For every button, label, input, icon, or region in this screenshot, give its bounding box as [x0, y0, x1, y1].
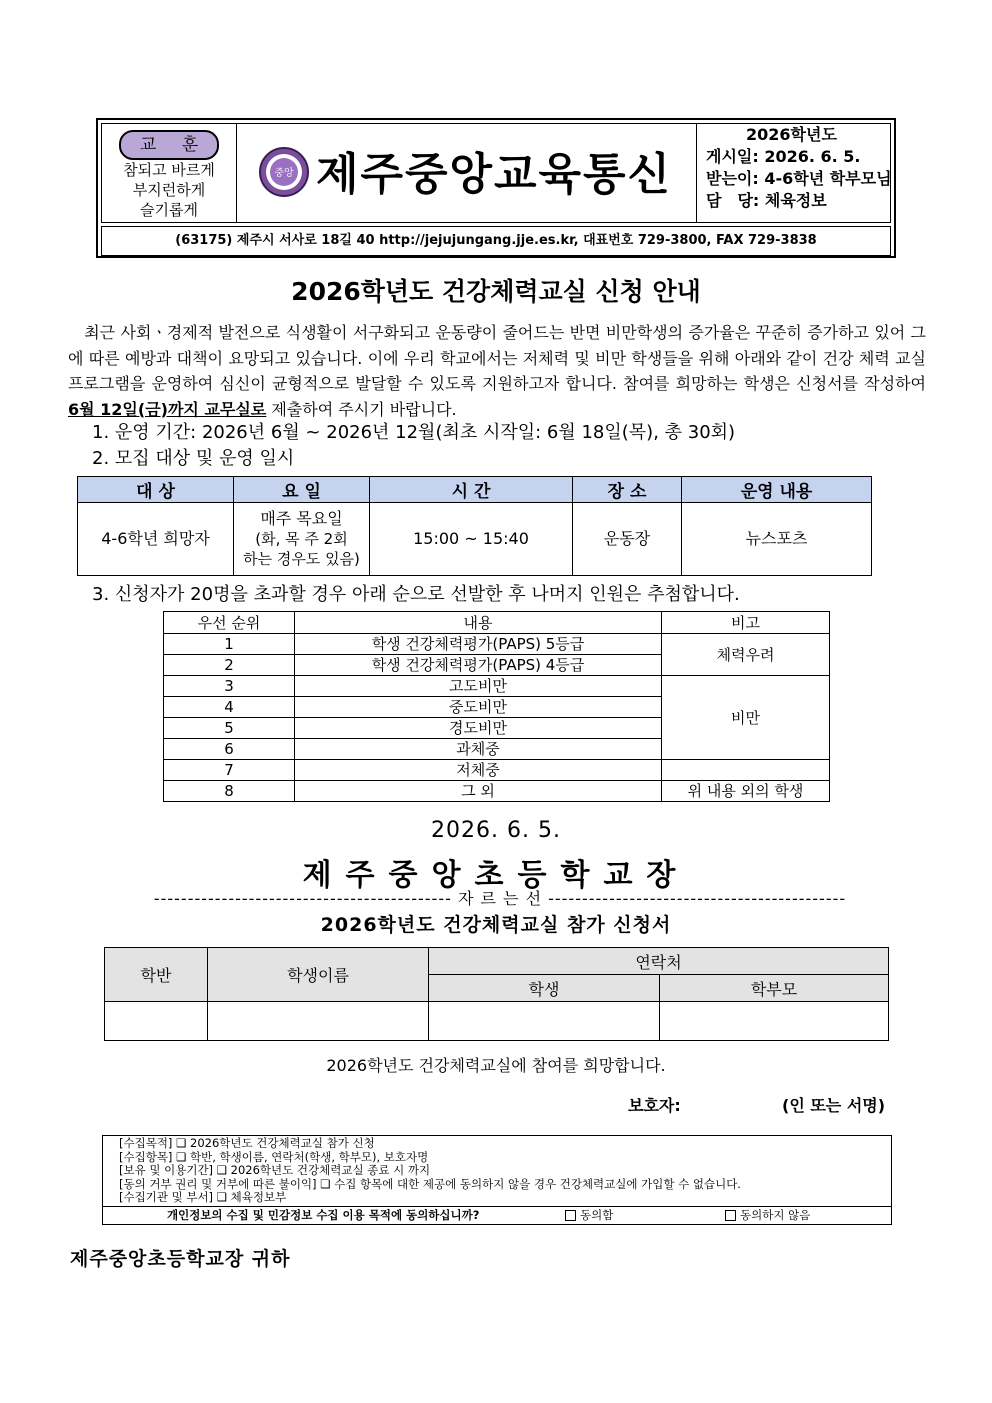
principal-signature: 제주중앙초등학교장	[302, 858, 690, 893]
post-meta	[696, 124, 890, 222]
school-logo-icon	[258, 146, 310, 198]
table-row	[164, 760, 830, 781]
th-time: 시 간	[370, 477, 573, 503]
agree-option[interactable]	[565, 1207, 613, 1224]
newsletter-title: 제주중앙교육통신	[316, 149, 673, 200]
desc-cell: 학생 건강체력평가(PAPS) 5등급	[295, 634, 662, 655]
school-year: 2026학년도	[746, 125, 837, 144]
disagree-label: 동의하지 않음	[740, 1208, 811, 1222]
th-student-name: 학생이름	[208, 948, 429, 1002]
privacy-question-row	[103, 1206, 891, 1224]
priority-table	[163, 611, 830, 802]
agree-checkbox[interactable]	[565, 1210, 576, 1221]
sign-label: (인 또는 서명)	[782, 1096, 886, 1115]
disagree-checkbox[interactable]	[725, 1210, 736, 1221]
privacy-line-period: [보유 및 이용기간] ❑ 2026학년도 건강체력교실 종료 시 까지	[119, 1163, 431, 1177]
item-selection-rule: 3. 신청자가 20명을 초과할 경우 아래 순으로 선발한 후 나머지 인원은 추첨합니다.	[92, 584, 740, 605]
deadline-underline: 6월 12일(금)까지 교무실로	[68, 399, 267, 419]
day-line-1: 매주 목요일	[260, 509, 343, 528]
th-content: 운영 내용	[682, 477, 872, 503]
rank-cell: 7	[164, 760, 295, 781]
th-contact: 연락처	[429, 948, 889, 975]
th-desc: 내용	[295, 612, 662, 634]
cell-content: 뉴스포츠	[682, 503, 872, 576]
item-recruit-target: 2. 모집 대상 및 운영 일시	[92, 448, 295, 469]
note-fitness: 체력우려	[662, 634, 830, 676]
rank-cell: 8	[164, 781, 295, 802]
disagree-option[interactable]	[725, 1207, 810, 1224]
cell-time: 15:00 ~ 15:40	[370, 503, 573, 576]
th-target: 대 상	[78, 477, 234, 503]
rank-cell: 2	[164, 655, 295, 676]
th-contact-student: 학생	[429, 975, 660, 1002]
form-title: 2026학년도 건강체력교실 참가 신청서	[320, 914, 672, 936]
application-form-table	[104, 947, 889, 1041]
table-row	[164, 676, 830, 697]
privacy-line-purpose: [수집목적] ❑ 2026학년도 건강체력교실 참가 신청	[119, 1136, 375, 1150]
schedule-table	[77, 476, 872, 576]
post-date: 게시일: 2026. 6. 5.	[706, 147, 861, 166]
rank-cell: 3	[164, 676, 295, 697]
desc-cell: 그 외	[295, 781, 662, 802]
issue-date: 2026. 6. 5.	[431, 818, 561, 843]
school-address: (63175) 제주시 서사로 18길 40 http://jejujungang.jje.es.kr, 대표번호 729-3800, FAX 729-3838	[101, 226, 891, 256]
rank-cell: 1	[164, 634, 295, 655]
rank-cell: 6	[164, 739, 295, 760]
motto-line-3: 슬기롭게	[140, 201, 198, 219]
privacy-line-items: [수집항목] ❑ 학반, 학생이름, 연락처(학생, 학부모), 보호자명	[119, 1149, 429, 1164]
cell-place: 운동장	[573, 503, 682, 576]
cell-target: 4-6학년 희망자	[78, 503, 234, 576]
school-motto	[102, 124, 237, 222]
note-obesity: 비만	[662, 676, 830, 760]
th-contact-parent: 학부모	[660, 975, 889, 1002]
cut-line: -------------------------------------------- 자 르 는 선 --------------------------------------------	[153, 889, 847, 908]
day-line-3: 하는 경우도 있음)	[243, 550, 360, 568]
logo-text: 중앙	[274, 168, 294, 179]
desc-cell: 중도비만	[295, 697, 662, 718]
th-rank: 우선 순위	[164, 612, 295, 634]
guardian-label: 보호자:	[628, 1096, 681, 1115]
agree-label: 동의함	[580, 1208, 614, 1222]
table-row	[164, 781, 830, 802]
document-title: 2026학년도 건강체력교실 신청 안내	[291, 277, 701, 306]
privacy-question: 개인정보의 수집 및 민감정보 수집 이용 목적에 동의하십니까?	[167, 1208, 480, 1222]
rank-cell: 4	[164, 697, 295, 718]
th-day: 요 일	[234, 477, 370, 503]
header-inner	[101, 123, 891, 223]
intro-part2: 제출하여 주시기 바랍니다.	[266, 399, 457, 419]
th-class: 학반	[105, 948, 208, 1002]
motto-badge: 교 훈	[119, 130, 219, 160]
rank-cell: 5	[164, 718, 295, 739]
intro-part1: 최근 사회ㆍ경제적 발전으로 식생활이 서구화되고 운동량이 줄어드는 반면 비만학생의 증가율은 꾸준히 증가하고 있어 그에 따른 예방과 대책이 요망되고 있습니다. 이에 우리 학교에서는 저체력 및 비만 학생들을 위해 아래와 같이 건강 체력 교실 프로그램을 운영하여 심신이 균형적으로 발달할 수 있도록 지원하고자 합니다. 참여를 희망하는 학생은 신청서를 작성하여	[68, 323, 926, 393]
table-row	[164, 634, 830, 655]
manager: 담 당: 체육정보	[706, 191, 827, 210]
privacy-line-refusal: [동의 거부 권리 및 거부에 따른 불이익] ❑ 수집 항목에 대한 제공에 동의하지 않을 경우 건강체력교실에 가입할 수 없습니다.	[119, 1176, 741, 1191]
title-box	[236, 124, 697, 222]
privacy-consent-box	[102, 1135, 892, 1225]
student-contact-field[interactable]	[429, 1002, 660, 1041]
recipient: 받는이: 4-6학년 학부모님	[706, 169, 892, 188]
desc-cell: 학생 건강체력평가(PAPS) 4등급	[295, 655, 662, 676]
motto-line-1: 참되고 바르게	[123, 161, 215, 179]
day-line-2: (화, 목 주 2회	[255, 530, 348, 548]
desc-cell: 고도비만	[295, 676, 662, 697]
th-place: 장 소	[573, 477, 682, 503]
note-empty	[662, 760, 830, 781]
student-name-field[interactable]	[208, 1002, 429, 1041]
cell-day	[234, 503, 370, 576]
parent-contact-field[interactable]	[660, 1002, 889, 1041]
th-note: 비고	[662, 612, 830, 634]
motto-line-2: 부지런하게	[132, 181, 206, 199]
participation-statement: 2026학년도 건강체력교실에 참여를 희망합니다.	[326, 1056, 666, 1075]
desc-cell: 경도비만	[295, 718, 662, 739]
class-field[interactable]	[105, 1002, 208, 1041]
intro-paragraph	[68, 320, 926, 422]
note-other: 위 내용 외의 학생	[662, 781, 830, 802]
desc-cell: 과체중	[295, 739, 662, 760]
desc-cell: 저체중	[295, 760, 662, 781]
newsletter-header	[96, 118, 896, 258]
addressee: 제주중앙초등학교장 귀하	[70, 1248, 291, 1270]
privacy-line-dept: [수집기관 및 부서] ❑ 체육정보부	[119, 1190, 287, 1204]
item-operation-period: 1. 운영 기간: 2026년 6월 ~ 2026년 12월(최초 시작일: 6월 18일(목), 총 30회)	[92, 422, 736, 443]
